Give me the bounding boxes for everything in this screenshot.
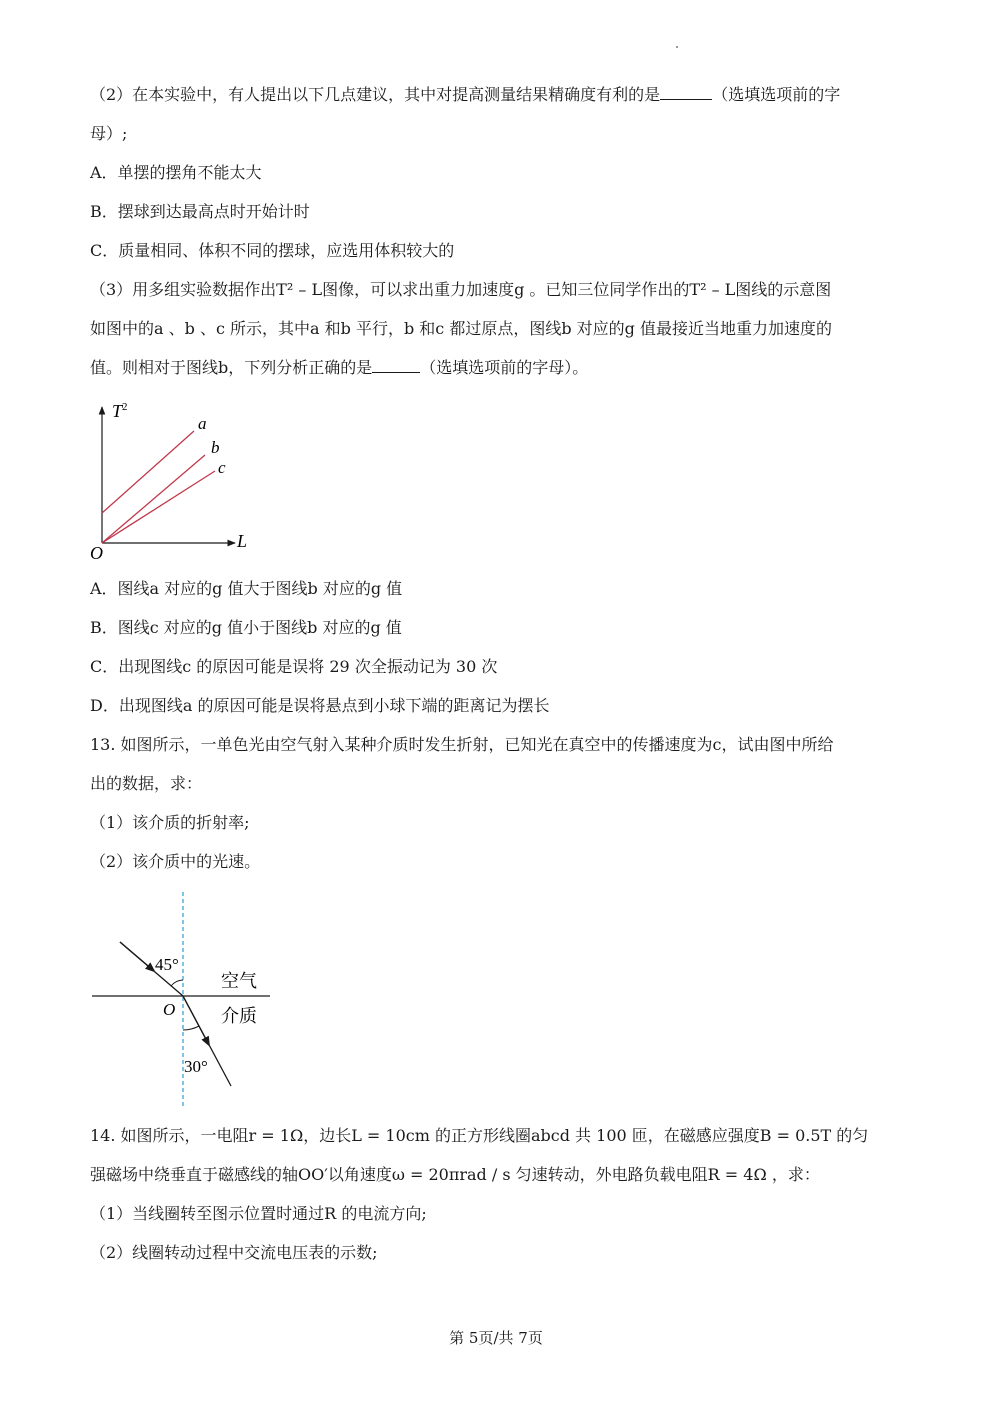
medium-label: 介质 <box>221 1006 257 1026</box>
q12-part3-line2: 如图中的a 、b 、c 所示，其中a 和b 平行，b 和c 都过原点，图线b 对应的g 值最接近当地重力加速度的 <box>90 319 832 338</box>
q12-part3-line3: 值。则相对于图线b，下列分析正确的是 （选填选项前的字母）。 <box>90 358 589 377</box>
q12-part3-line1: （3）用多组实验数据作出T² – L图像，可以求出重力加速度g 。已知三位同学作出的T² – L图线的示意图 <box>90 280 832 299</box>
y-axis-label: $T^2$ <box>112 401 128 421</box>
q14-sub2: （2）线圈转动过程中交流电压表的示数; <box>90 1243 378 1262</box>
answer-blank[interactable] <box>372 358 420 373</box>
q12-part3-option-c: C．出现图线c 的原因可能是误将 29 次全振动记为 30 次 <box>90 657 498 676</box>
q14-sub1: （1）当线圈转至图示位置时通过R 的电流方向; <box>90 1204 427 1223</box>
q13-sub1: （1）该介质的折射率; <box>90 813 250 832</box>
refraction-figure <box>88 890 278 1110</box>
scan-speck <box>676 46 678 48</box>
q12-option-b: B．摆球到达最高点时开始计时 <box>90 202 310 221</box>
q13-line1: 13. 如图所示，一单色光由空气射入某种介质时发生折射，已知光在真空中的传播速度为c，试由图中所给 <box>90 735 834 754</box>
q14-line2: 强磁场中绕垂直于磁感线的轴OO′以角速度ω = 20πrad / s 匀速转动，外电路负载电阻R = 4Ω ，求： <box>90 1165 820 1184</box>
q13-sub2: （2）该介质中的光速。 <box>90 852 261 871</box>
q12-option-a: A．单摆的摆角不能太大 <box>90 163 262 182</box>
q12-option-c: C．质量相同、体积不同的摆球，应选用体积较大的 <box>90 241 455 260</box>
answer-blank[interactable] <box>660 85 712 100</box>
incident-angle-label: 45° <box>155 955 179 974</box>
q12-part3-option-d: D．出现图线a 的原因可能是误将悬点到小球下端的距离记为摆长 <box>90 696 550 715</box>
q12-part2-line2: 母）; <box>90 124 128 143</box>
incident-angle-arc <box>171 980 183 986</box>
origin-label: O <box>90 543 103 563</box>
line-a-label: a <box>198 414 207 433</box>
graph-line-c <box>102 471 215 543</box>
refraction-angle-label: 30° <box>184 1057 208 1076</box>
x-axis-label: L <box>237 531 248 551</box>
line-c-label: c <box>218 458 226 477</box>
incident-ray-arrow <box>120 942 154 971</box>
refraction-angle-arc <box>183 1026 199 1030</box>
q12-part3-option-b: B．图线c 对应的g 值小于图线b 对应的g 值 <box>90 618 402 637</box>
q12-part2-line1: （2）在本实验中，有人提出以下几点建议，其中对提高测量结果精确度有利的是 （选填选项前的字 <box>90 85 841 104</box>
t2-l-graph <box>80 395 280 570</box>
q12-part3-option-a: A．图线a 对应的g 值大于图线b 对应的g 值 <box>90 579 403 598</box>
graph-line-a <box>102 431 194 513</box>
origin-label: O <box>163 1000 176 1019</box>
q14-line1: 14. 如图所示，一电阻r = 1Ω，边长L = 10cm 的正方形线圈abcd 共 100 匝，在磁感应强度B = 0.5T 的匀 <box>90 1126 869 1145</box>
line-b-label: b <box>211 438 220 457</box>
refracted-ray-arrow <box>183 996 209 1045</box>
page-footer: 第 5页/共 7页 <box>449 1329 543 1347</box>
q13-line2: 出的数据，求： <box>90 774 203 793</box>
air-label: 空气 <box>221 971 257 991</box>
